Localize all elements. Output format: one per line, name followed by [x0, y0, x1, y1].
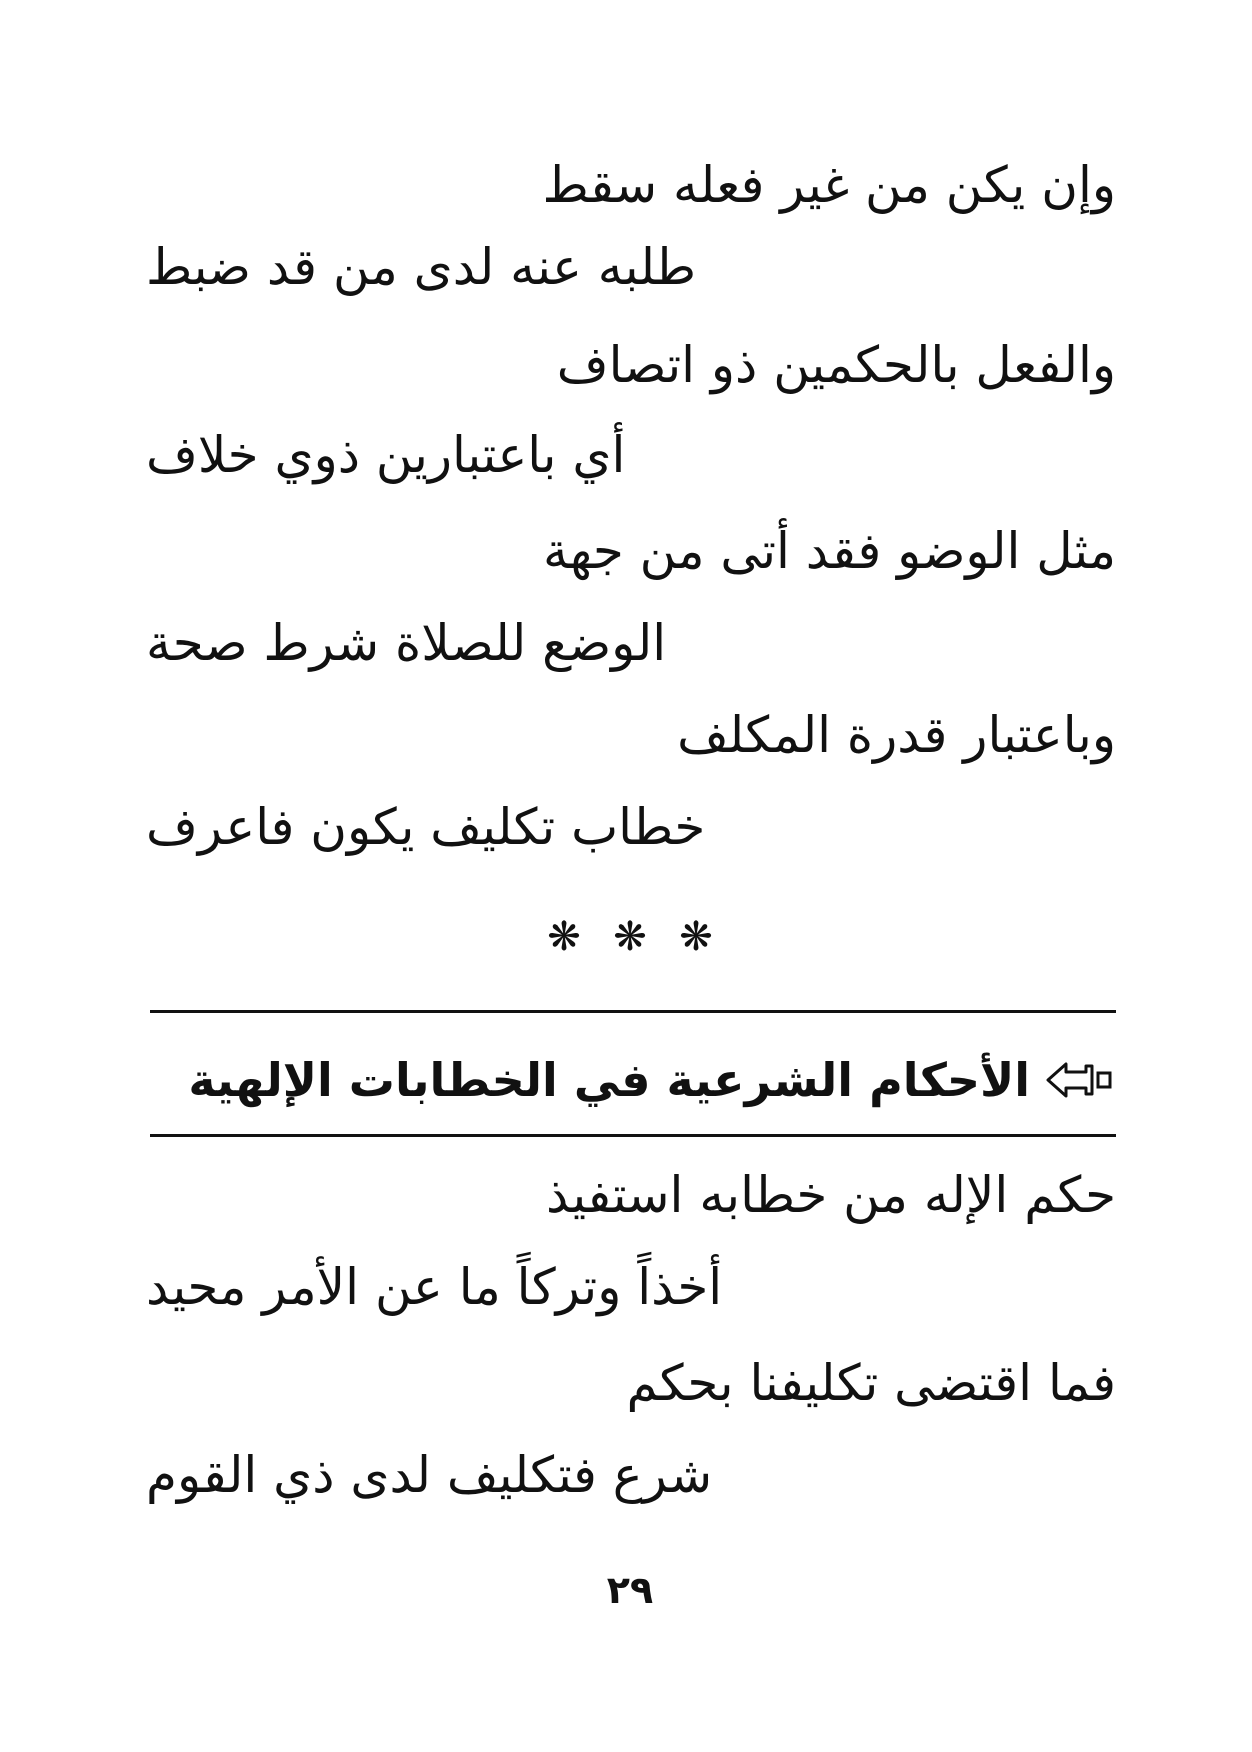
verse-2-sadr: والفعل بالحكمين ذو اتصاف: [556, 336, 1116, 394]
star-icon: ❋: [679, 914, 713, 960]
verse-3-ajuz: الوضع للصلاة شرط صحة: [146, 614, 667, 672]
section-heading-text: الأحكام الشرعية في الخطابات الإلهية: [188, 1053, 1030, 1107]
section-heading: [150, 1040, 1116, 1120]
verse-5-sadr: حكم الإله من خطابه استفيذ: [545, 1166, 1116, 1224]
verse-4-sadr: وباعتبار قدرة المكلف: [677, 706, 1116, 764]
verse-6-sadr: فما اقتضى تكليفنا بحكم: [626, 1354, 1116, 1412]
verse-3-sadr: مثل الوضو فقد أتى من جهة: [543, 522, 1116, 580]
verse-5-ajuz: أخذاً وتركاً ما عن الأمر محيد: [146, 1258, 723, 1316]
heading-bottom-rule: [150, 1134, 1116, 1137]
verse-6-ajuz: شرع فتكليف لدى ذي القوم: [146, 1446, 713, 1504]
star-separator: [540, 912, 720, 962]
verse-1-ajuz: طلبه عنه لدى من قد ضبط: [146, 238, 697, 296]
page-number: ٢٩: [606, 1568, 654, 1612]
verse-2-ajuz: أي باعتبارين ذوي خلاف: [146, 426, 626, 484]
heading-top-rule: [150, 1010, 1116, 1013]
verse-4-ajuz: خطاب تكليف يكون فاعرف: [146, 798, 706, 856]
arrow-left-box-icon: [1044, 1058, 1116, 1102]
star-icon: ❋: [613, 914, 647, 960]
verse-1-sadr: وإن يكن من غير فعله سقط: [542, 156, 1116, 214]
star-icon: ❋: [547, 914, 581, 960]
